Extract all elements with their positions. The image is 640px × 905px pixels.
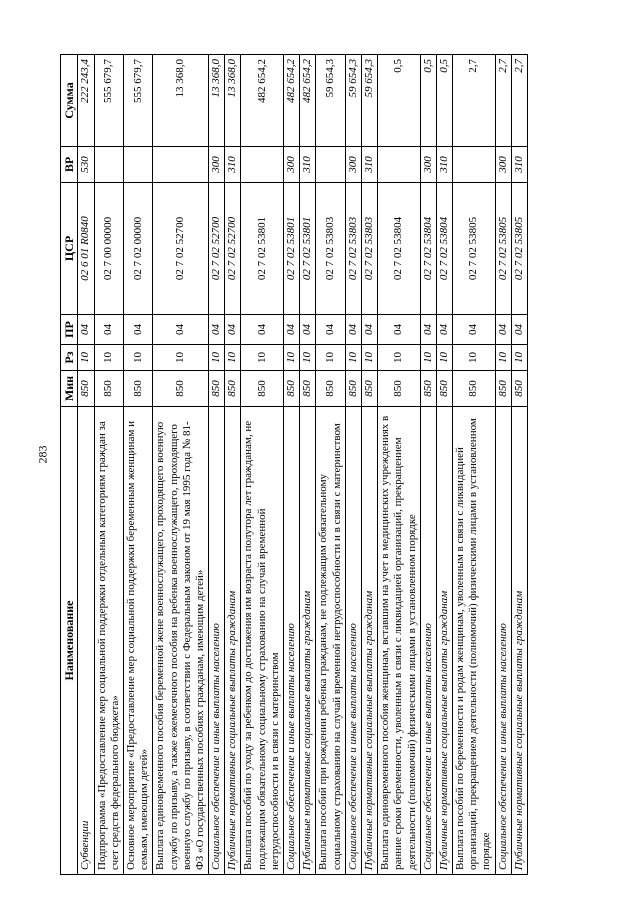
cell-pr: 04 [123, 315, 152, 345]
cell-csr: 02 7 02 53804 [420, 183, 436, 315]
table-row [453, 55, 496, 875]
cell-csr: 02 7 02 53805 [511, 183, 527, 315]
cell-name: Публичные нормативные социальные выплаты гражданам [511, 407, 527, 875]
cell-csr: 02 7 02 53804 [436, 183, 452, 315]
budget-table [60, 54, 528, 875]
cell-sum: 222 243,4 [78, 55, 94, 147]
cell-rz: 10 [300, 345, 316, 371]
cell-sum: 13 368,0 [209, 55, 225, 147]
cell-min: 850 [209, 371, 225, 407]
cell-rz: 10 [453, 345, 496, 371]
table-row [300, 55, 316, 875]
cell-name: Основное мероприятие «Предоставление мер социальной поддержки беременным женщинам и семьям, имеющим детей» [123, 407, 152, 875]
cell-rz: 10 [284, 345, 300, 371]
budget-table-container [60, 55, 570, 875]
cell-rz: 10 [378, 345, 421, 371]
cell-rz: 10 [345, 345, 361, 371]
cell-vr: 300 [345, 147, 361, 183]
cell-name: Публичные нормативные социальные выплаты гражданам [436, 407, 452, 875]
cell-min: 850 [436, 371, 452, 407]
cell-pr: 04 [284, 315, 300, 345]
cell-rz: 10 [225, 345, 241, 371]
cell-pr: 04 [241, 315, 284, 345]
cell-vr [378, 147, 421, 183]
cell-vr [153, 147, 209, 183]
cell-rz: 10 [495, 345, 511, 371]
cell-pr: 04 [495, 315, 511, 345]
cell-min: 850 [94, 371, 123, 407]
cell-csr: 02 6 01 R0840 [78, 183, 94, 315]
cell-vr [241, 147, 284, 183]
table-row [209, 55, 225, 875]
cell-min: 850 [241, 371, 284, 407]
cell-sum: 13 368,0 [153, 55, 209, 147]
cell-pr: 04 [436, 315, 452, 345]
cell-sum: 0,5 [420, 55, 436, 147]
table-header-row [61, 55, 78, 875]
cell-min: 850 [78, 371, 94, 407]
cell-pr: 04 [345, 315, 361, 345]
cell-vr: 530 [78, 147, 94, 183]
header-min: Мин [61, 371, 78, 407]
cell-rz: 10 [94, 345, 123, 371]
table-row [361, 55, 377, 875]
cell-sum: 555 679,7 [123, 55, 152, 147]
header-vr: ВР [61, 147, 78, 183]
cell-sum: 482 654,2 [300, 55, 316, 147]
cell-min: 850 [284, 371, 300, 407]
cell-name: Публичные нормативные социальные выплаты гражданам [225, 407, 241, 875]
cell-name: Социальное обеспечение и иные выплаты населению [284, 407, 300, 875]
cell-vr: 310 [361, 147, 377, 183]
cell-sum: 0,5 [436, 55, 452, 147]
cell-pr: 04 [453, 315, 496, 345]
cell-vr: 300 [209, 147, 225, 183]
cell-min: 850 [378, 371, 421, 407]
table-row [420, 55, 436, 875]
cell-pr: 04 [94, 315, 123, 345]
cell-pr: 04 [225, 315, 241, 345]
table-row [316, 55, 345, 875]
header-sum: Сумма [61, 55, 78, 147]
header-rz: Рз [61, 345, 78, 371]
cell-pr: 04 [316, 315, 345, 345]
table-row [94, 55, 123, 875]
table-row [225, 55, 241, 875]
cell-csr: 02 7 02 53805 [453, 183, 496, 315]
cell-vr: 300 [420, 147, 436, 183]
header-name: Наименование [61, 407, 78, 875]
header-pr: ПР [61, 315, 78, 345]
table-row [436, 55, 452, 875]
cell-rz: 10 [123, 345, 152, 371]
cell-csr: 02 7 02 53804 [378, 183, 421, 315]
cell-name: Публичные нормативные социальные выплаты гражданам [300, 407, 316, 875]
cell-pr: 04 [153, 315, 209, 345]
cell-sum: 2,7 [511, 55, 527, 147]
cell-pr: 04 [361, 315, 377, 345]
cell-rz: 10 [436, 345, 452, 371]
cell-vr: 300 [284, 147, 300, 183]
cell-min: 850 [316, 371, 345, 407]
cell-vr [94, 147, 123, 183]
cell-sum: 13 368,0 [225, 55, 241, 147]
cell-rz: 10 [153, 345, 209, 371]
cell-csr: 02 7 02 53803 [316, 183, 345, 315]
cell-csr: 02 7 02 53803 [345, 183, 361, 315]
cell-min: 850 [153, 371, 209, 407]
cell-vr: 300 [495, 147, 511, 183]
cell-vr: 310 [436, 147, 452, 183]
cell-name: Субвенции [78, 407, 94, 875]
cell-sum: 59 654,3 [345, 55, 361, 147]
cell-name: Социальное обеспечение и иные выплаты населению [495, 407, 511, 875]
table-row [345, 55, 361, 875]
table-row [495, 55, 511, 875]
cell-pr: 04 [511, 315, 527, 345]
cell-csr: 02 7 02 53801 [300, 183, 316, 315]
cell-name: Выплата единовременного пособия беременной жене военнослужащего, проходящего военную службу по призыву, а также ежемесячного пособия на ребенка военнослужащего, проходящего военную службу по призыву, в соответствии с Федеральным законом от 19 мая 1995 года № 81-ФЗ «О государственных пособиях гражданам, имеющим детей» [153, 407, 209, 875]
table-row [241, 55, 284, 875]
cell-rz: 10 [241, 345, 284, 371]
table-row [511, 55, 527, 875]
cell-name: Социальное обеспечение и иные выплаты населению [345, 407, 361, 875]
cell-vr: 310 [511, 147, 527, 183]
cell-name: Социальное обеспечение и иные выплаты населению [209, 407, 225, 875]
cell-min: 850 [225, 371, 241, 407]
table-row [78, 55, 94, 875]
cell-name: Выплата пособий по уходу за ребенком до достижения им возраста полутора лет гражданам, не подлежащим обязательному социальному страхованию на случай временной нетрудоспособности и в связи с материнством [241, 407, 284, 875]
cell-min: 850 [453, 371, 496, 407]
cell-sum: 482 654,2 [284, 55, 300, 147]
cell-csr: 02 7 02 53803 [361, 183, 377, 315]
cell-sum: 59 654,3 [316, 55, 345, 147]
table-row [284, 55, 300, 875]
cell-min: 850 [495, 371, 511, 407]
cell-min: 850 [345, 371, 361, 407]
cell-csr: 02 7 02 52700 [225, 183, 241, 315]
cell-vr [316, 147, 345, 183]
cell-rz: 10 [78, 345, 94, 371]
cell-min: 850 [361, 371, 377, 407]
cell-min: 850 [420, 371, 436, 407]
cell-vr: 310 [300, 147, 316, 183]
table-body [78, 55, 528, 875]
cell-name: Публичные нормативные социальные выплаты гражданам [361, 407, 377, 875]
cell-sum: 2,7 [495, 55, 511, 147]
page-number: 283 [35, 445, 50, 464]
cell-pr: 04 [378, 315, 421, 345]
cell-sum: 555 679,7 [94, 55, 123, 147]
cell-rz: 10 [361, 345, 377, 371]
cell-min: 850 [300, 371, 316, 407]
cell-csr: 02 7 00 00000 [94, 183, 123, 315]
cell-sum: 59 654,3 [361, 55, 377, 147]
cell-vr [123, 147, 152, 183]
cell-vr [453, 147, 496, 183]
cell-csr: 02 7 02 53801 [241, 183, 284, 315]
cell-csr: 02 7 02 00000 [123, 183, 152, 315]
table-row [378, 55, 421, 875]
cell-sum: 0,5 [378, 55, 421, 147]
cell-sum: 2,7 [453, 55, 496, 147]
cell-rz: 10 [420, 345, 436, 371]
cell-rz: 10 [511, 345, 527, 371]
cell-name: Выплата пособий при рождении ребенка гражданам, не подлежащим обязательному социальному страхованию на случай временной нетрудоспособности и в связи с материнством [316, 407, 345, 875]
cell-csr: 02 7 02 53805 [495, 183, 511, 315]
cell-pr: 04 [209, 315, 225, 345]
cell-vr: 310 [225, 147, 241, 183]
cell-name: Выплата пособий по беременности и родам женщинам, уволенным в связи с ликвидацией организаций, прекращением деятельности (полномочий) физическими лицами в установленном порядке [453, 407, 496, 875]
cell-name: Подпрограмма «Предоставление мер социальной поддержки отдельным категориям граждан за счет средств федерального бюджета» [94, 407, 123, 875]
cell-csr: 02 7 02 53801 [284, 183, 300, 315]
cell-sum: 482 654,2 [241, 55, 284, 147]
cell-csr: 02 7 02 52700 [153, 183, 209, 315]
cell-name: Выплата единовременного пособия женщинам, вставшим на учет в медицинских учреждениях в ранние сроки беременности, уволенным в связи с ликвидацией организаций, прекращением деятельности (полномочий) физическими лицами в установленном порядке [378, 407, 421, 875]
cell-pr: 04 [300, 315, 316, 345]
cell-rz: 10 [316, 345, 345, 371]
header-csr: ЦСР [61, 183, 78, 315]
table-row [123, 55, 152, 875]
cell-csr: 02 7 02 52700 [209, 183, 225, 315]
cell-pr: 04 [78, 315, 94, 345]
cell-min: 850 [511, 371, 527, 407]
cell-min: 850 [123, 371, 152, 407]
cell-rz: 10 [209, 345, 225, 371]
cell-name: Социальное обеспечение и иные выплаты населению [420, 407, 436, 875]
cell-pr: 04 [420, 315, 436, 345]
table-row [153, 55, 209, 875]
